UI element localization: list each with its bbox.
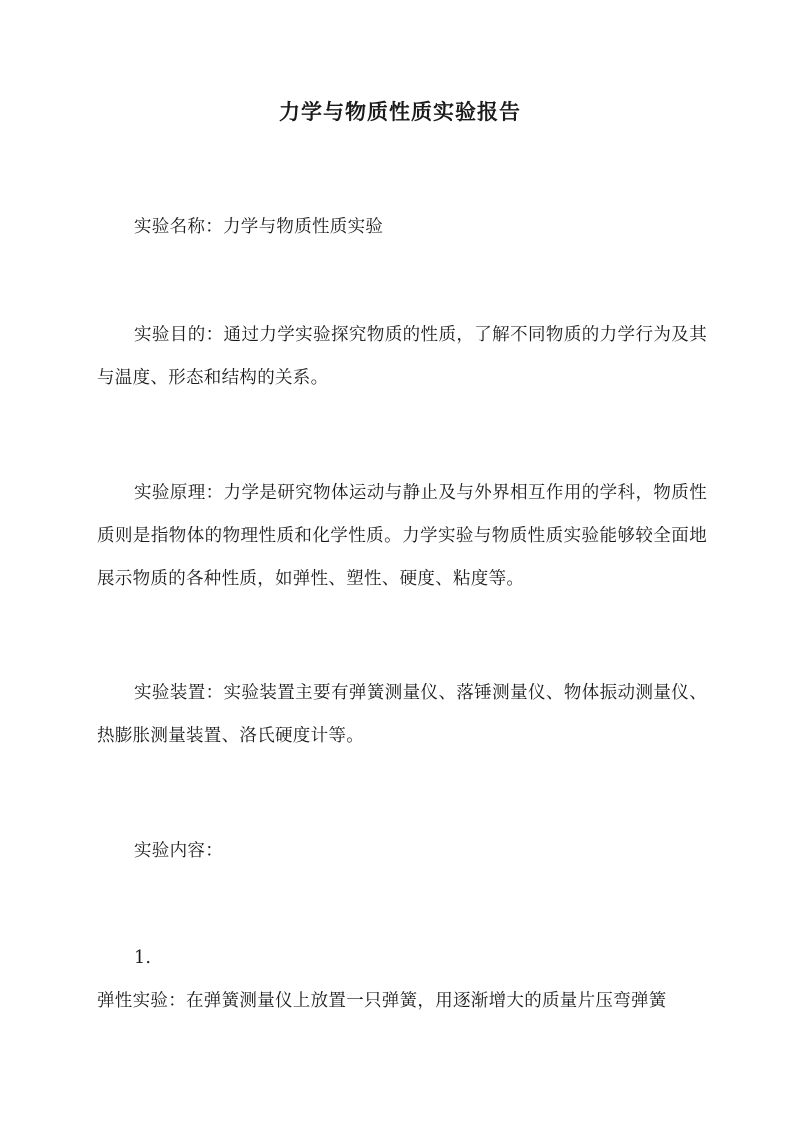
experiment-principle-paragraph: 实验原理：力学是研究物体运动与静止及与外界相互作用的学科，物质性质则是指物体的物理性质和化学性质。力学实验与物质性质实验能够较全面地展示物质的各种性质，如弹性、塑性、硬度、粘度等。	[97, 483, 707, 589]
experiment-name-paragraph: 实验名称：力学与物质性质实验	[134, 217, 384, 237]
experiment-content-heading: 实验内容：	[134, 841, 223, 861]
list-item-number: 1.	[134, 948, 152, 968]
elasticity-experiment-paragraph: 弹性实验：在弹簧测量仪上放置一只弹簧，用逐渐增大的质量片压弯弹簧	[97, 991, 667, 1011]
experiment-purpose-paragraph: 实验目的：通过力学实验探究物质的性质，了解不同物质的力学行为及其与温度、形态和结构的关系。	[97, 325, 707, 388]
document-title: 力学与物质性质实验报告	[279, 99, 521, 124]
experiment-apparatus-paragraph: 实验装置：实验装置主要有弹簧测量仪、落锤测量仪、物体振动测量仪、热膨胀测量装置、洛氏硬度计等。	[97, 683, 707, 746]
